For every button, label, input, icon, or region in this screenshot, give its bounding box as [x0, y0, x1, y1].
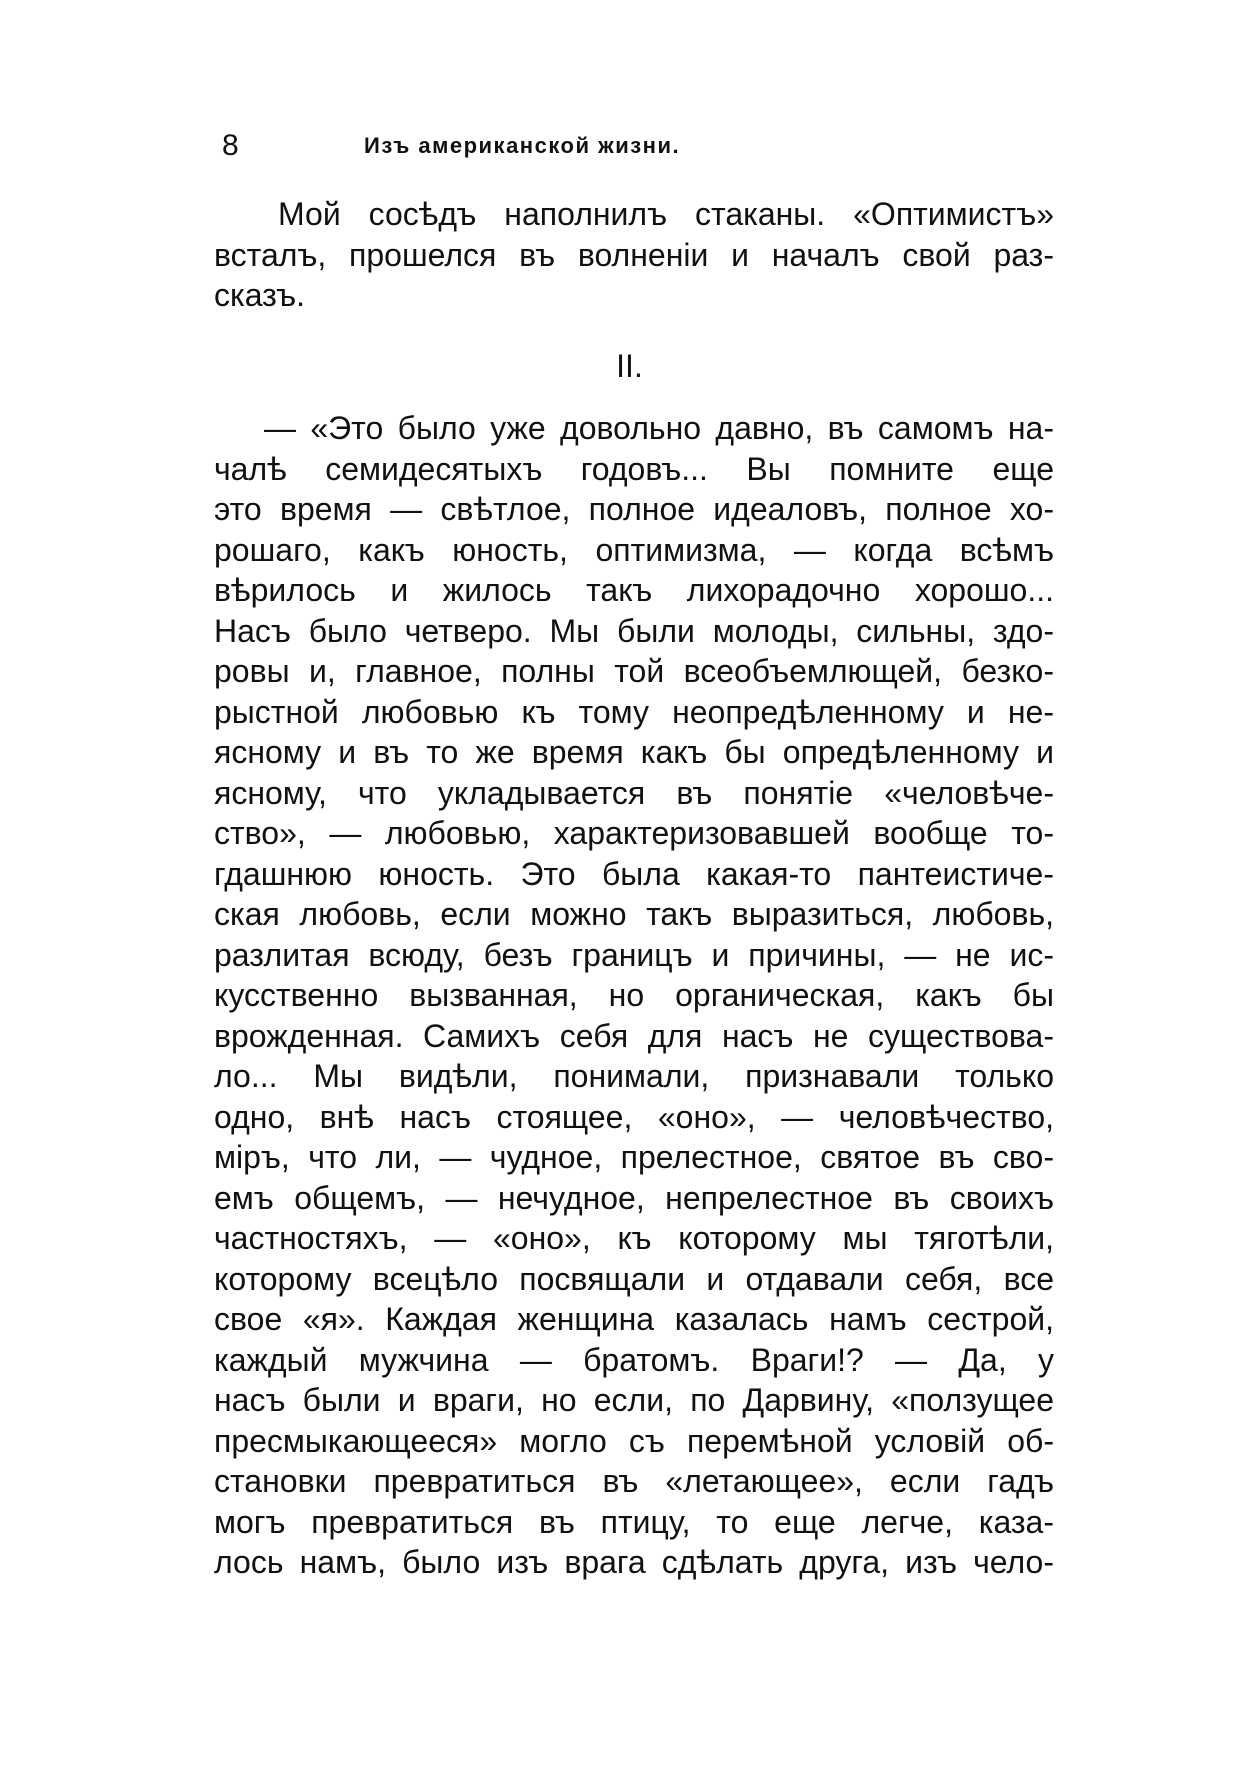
text-line: частностяхъ, — «оно», къ которому мы тяготѣли, — [214, 1220, 1054, 1256]
text-line: могъ превратиться въ птицу, то еще легче, каза- — [214, 1503, 1054, 1540]
text-line: рыстной любовью къ тому неопредѣленному и не- — [214, 693, 1054, 730]
text-line: одно, внѣ насъ стоящее, «оно», — человѣчество, — [214, 1098, 1054, 1135]
text-line: вѣрилось и жилось такъ лихорадочно хорошо... — [214, 572, 1054, 608]
text-line: ясному, что укладывается въ понятіе «человѣче- — [214, 774, 1054, 811]
page-number: 8 — [222, 129, 239, 162]
text-line: которому всецѣло посвящали и отдавали себя, все — [214, 1260, 1054, 1297]
text-line: врожденная. Самихъ себя для насъ не существова- — [214, 1017, 1054, 1054]
text-line: насъ были и враги, но если, по Дарвину, «ползущее — [214, 1382, 1054, 1418]
section-heading: II. — [616, 348, 643, 384]
text-line: ство», — любовью, характеризовавшей вообще то- — [214, 815, 1054, 851]
text-line: разлитая всюду, безъ границъ и причины, — не ис- — [214, 936, 1054, 973]
text-line: кусственно вызванная, но органическая, какъ бы — [214, 977, 1054, 1013]
page-header — [214, 126, 1054, 166]
text-line: свое «я». Каждая женщина казалась намъ сестрой, — [214, 1301, 1054, 1337]
text-line: всталъ, прошелся въ волненіи и началъ свой раз- — [214, 236, 1054, 273]
text-line: чалѣ семидесятыхъ годовъ... Вы помните еще — [214, 450, 1054, 487]
text-line: емъ общемъ, — нечудное, непрелестное въ своихъ — [214, 1179, 1054, 1216]
text-line: каждый мужчина — братомъ. Враги!? — Да, у — [214, 1341, 1054, 1378]
text-line: ская любовь, если можно такъ выразиться, любовь, — [214, 896, 1054, 932]
text-line: сказъ. — [214, 277, 305, 313]
text-line: ясному и въ то же время какъ бы опредѣленному и — [214, 734, 1054, 770]
text-line: Мой сосѣдъ наполнилъ стаканы. «Оптимистъ» — [278, 196, 1054, 232]
running-title: Изъ американской жизни. — [364, 133, 681, 158]
text-line: — «Это было уже довольно давно, въ самомъ на- — [264, 410, 1054, 446]
text-line: пресмыкающееся» могло съ перемѣной условій об- — [214, 1422, 1054, 1459]
text-line: становки превратиться въ «летающее», если гадъ — [214, 1463, 1054, 1499]
text-line: ло... Мы видѣли, понимали, признавали только — [214, 1058, 1054, 1094]
text-line: лось намъ, было изъ врага сдѣлать друга, изъ чело- — [214, 1544, 1054, 1580]
intro-paragraph — [214, 194, 1054, 316]
body-paragraph — [214, 408, 1054, 1583]
text-line: это время — свѣтлое, полное идеаловъ, полное хо- — [214, 491, 1054, 527]
text-line: Насъ было четверо. Мы были молоды, сильны, здо- — [214, 612, 1054, 649]
text-line: міръ, что ли, — чудное, прелестное, святое въ сво- — [214, 1139, 1054, 1175]
text-line: гдашнюю юность. Это была какая-то пантеистиче- — [214, 855, 1054, 892]
text-line: рошаго, какъ юность, оптимизма, — когда всѣмъ — [214, 531, 1054, 568]
text-line: ровы и, главное, полны той всеобъемлющей, безко- — [214, 653, 1054, 689]
